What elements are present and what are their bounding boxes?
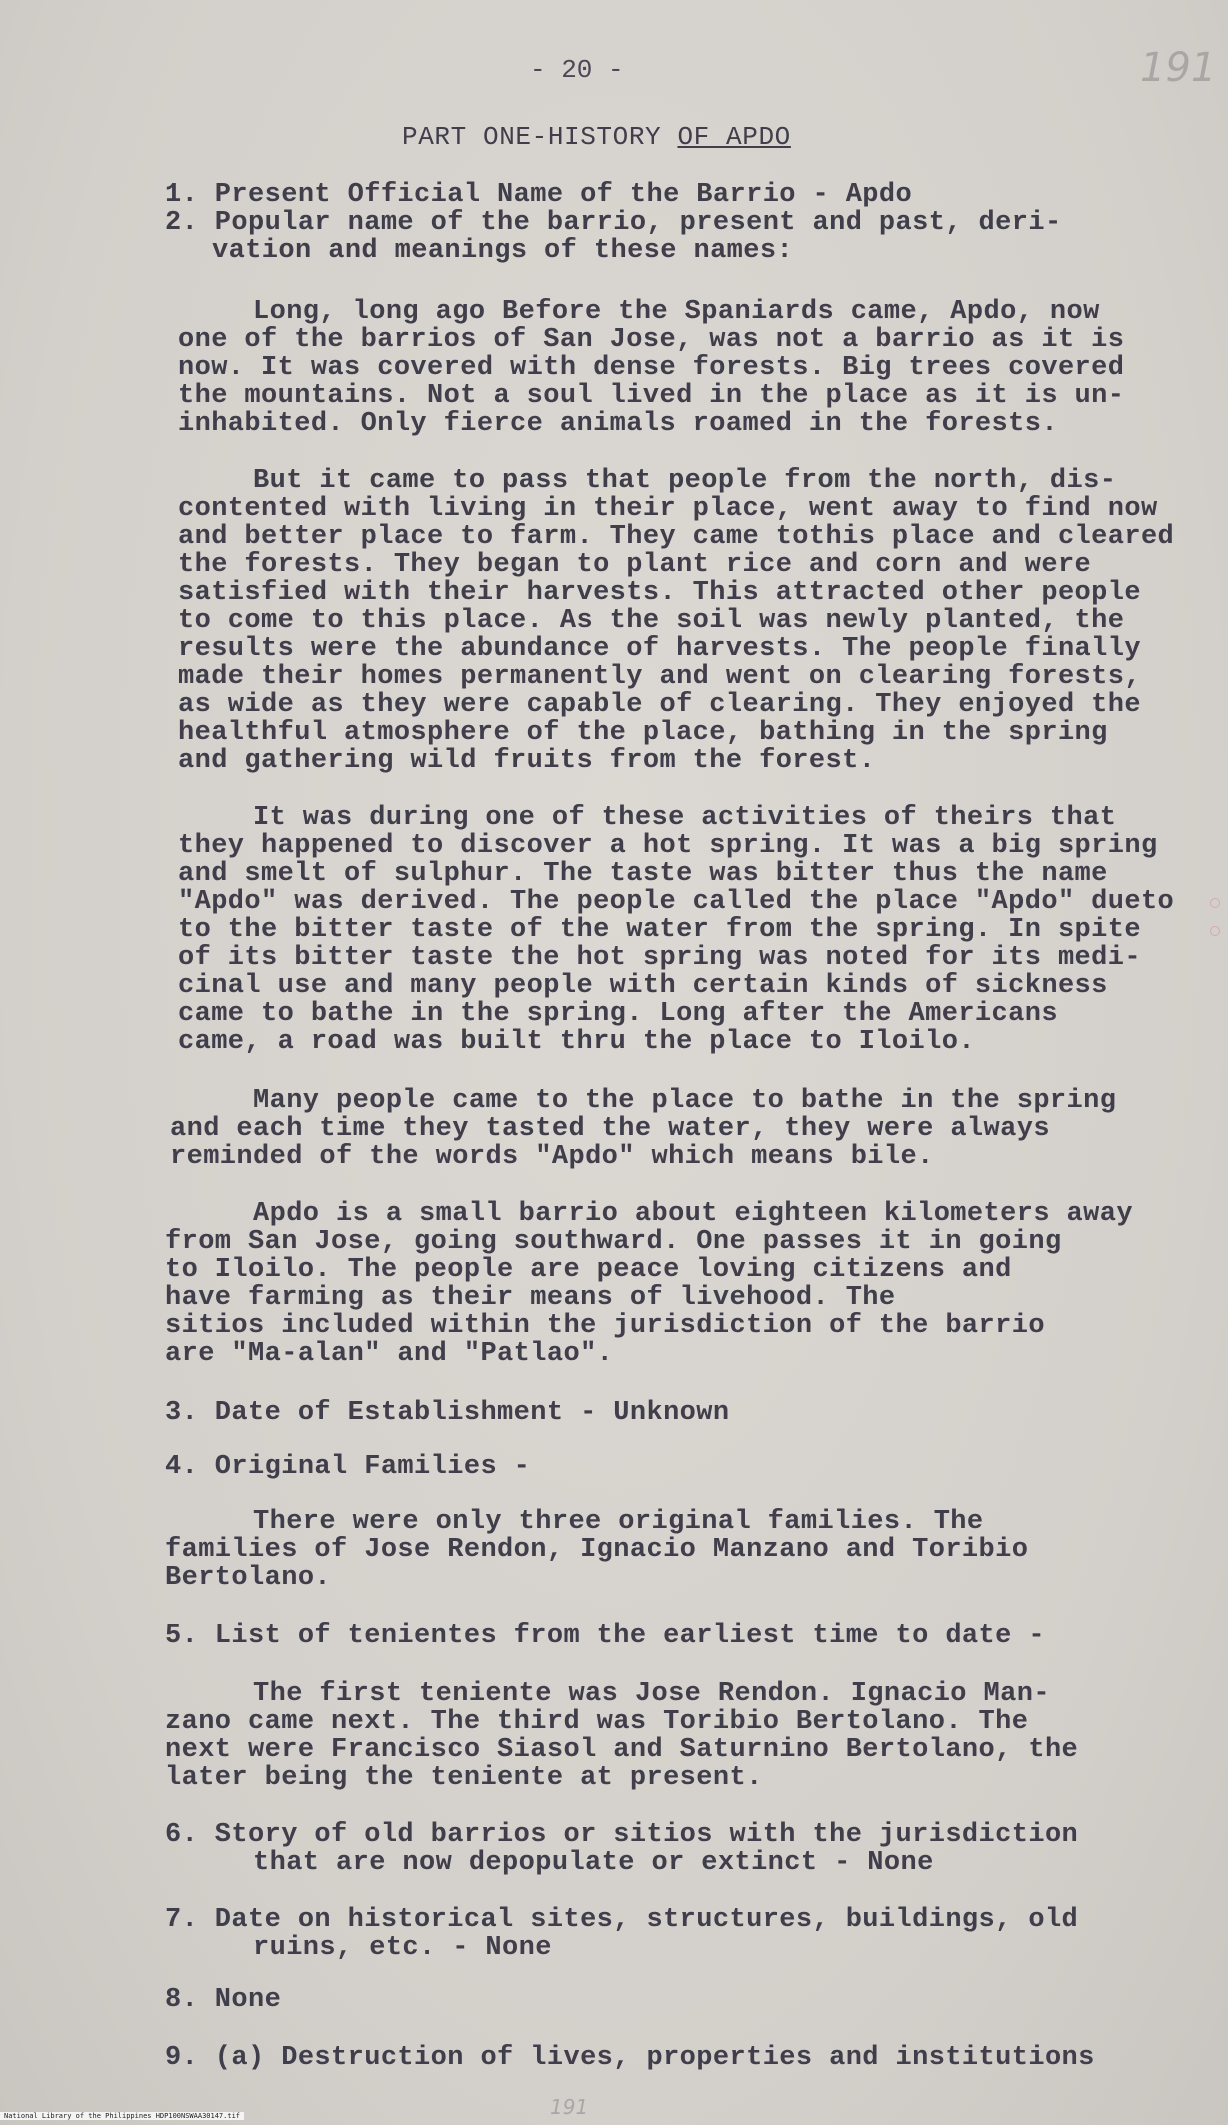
item-3: 3. Date of Establishment - Unknown <box>165 1398 730 1428</box>
item-2-line-1: 2. Popular name of the barrio, present and past, deri- <box>165 208 1062 238</box>
item-6-line-1: 6. Story of old barrios or sitios with the jurisdiction <box>165 1820 1079 1850</box>
p7-line: The first teniente was Jose Rendon. Ignacio Man- <box>253 1679 1050 1709</box>
p1-line: inhabited. Only fierce animals roamed in the forests. <box>178 409 1058 439</box>
p2-line: to come to this place. As the soil was newly planted, the <box>178 606 1125 636</box>
p7-line: next were Francisco Siasol and Saturnino Bertolano, the <box>165 1735 1079 1765</box>
item-8: 8. None <box>165 1985 282 2015</box>
item-6-line-2: that are now depopulate or extinct - None <box>253 1848 934 1878</box>
handwritten-page-number: 191 <box>1140 45 1217 91</box>
item-9: 9. (a) Destruction of lives, properties and institutions <box>165 2043 1095 2073</box>
p2-line: contented with living in their place, went away to find now <box>178 494 1158 524</box>
p2-line: But it came to pass that people from the north, dis- <box>253 466 1117 496</box>
scan-source-caption: National Library of the Philippines HDP100NSWAA30147.tif <box>0 2112 244 2120</box>
p7-line: zano came next. The third was Toribio Bertolano. The <box>165 1707 1029 1737</box>
p5-line: to Iloilo. The people are peace loving citizens and <box>165 1255 1012 1285</box>
p5-line: sitios included within the jurisdiction of the barrio <box>165 1311 1045 1341</box>
p2-line: as wide as they were capable of clearing. They enjoyed the <box>178 690 1141 720</box>
p5-line: from San Jose, going southward. One passes it in going <box>165 1227 1062 1257</box>
item-5: 5. List of tenientes from the earliest time to date - <box>165 1621 1045 1651</box>
p2-line: made their homes permanently and went on clearing forests, <box>178 662 1141 692</box>
p5-line: are "Ma-alan" and "Patlao". <box>165 1339 614 1369</box>
p1-line: now. It was covered with dense forests. Big trees covered <box>178 353 1125 383</box>
p7-line: later being the teniente at present. <box>165 1763 763 1793</box>
p4-line: reminded of the words "Apdo" which means bile. <box>170 1142 934 1172</box>
p6-line: There were only three original families. The <box>253 1507 984 1537</box>
p1-line: the mountains. Not a soul lived in the place as it is un- <box>178 381 1125 411</box>
p4-line: Many people came to the place to bathe in the spring <box>253 1086 1117 1116</box>
p3-line: and smelt of sulphur. The taste was bitter thus the name <box>178 859 1108 889</box>
p1-line: one of the barrios of San Jose, was not a barrio as it is <box>178 325 1125 355</box>
footer-stamp-number: 191 <box>550 2095 589 2119</box>
p2-line: satisfied with their harvests. This attracted other people <box>178 578 1141 608</box>
p2-line: healthful atmosphere of the place, bathing in the spring <box>178 718 1108 748</box>
p3-line: to the bitter taste of the water from the spring. In spite <box>178 915 1141 945</box>
p3-line: they happened to discover a hot spring. It was a big spring <box>178 831 1158 861</box>
page-title <box>402 122 791 152</box>
p6-line: families of Jose Rendon, Ignacio Manzano and Toribio <box>165 1535 1029 1565</box>
scan-margin-mark <box>1210 926 1220 936</box>
p2-line: and gathering wild fruits from the forest. <box>178 746 876 776</box>
item-4: 4. Original Families - <box>165 1452 531 1482</box>
title-prefix: PART ONE-HISTORY <box>402 122 678 152</box>
scan-margin-mark <box>1210 898 1220 908</box>
p2-line: and better place to farm. They came tothis place and cleared <box>178 522 1175 552</box>
p5-line: have farming as their means of livehood. The <box>165 1283 896 1313</box>
p1-line: Long, long ago Before the Spaniards came, Apdo, now <box>253 297 1100 327</box>
p2-line: the forests. They began to plant rice and corn and were <box>178 550 1092 580</box>
item-7-line-2: ruins, etc. - None <box>253 1933 552 1963</box>
p3-line: It was during one of these activities of theirs that <box>253 803 1117 833</box>
title-underlined: OF APDO <box>677 122 791 152</box>
item-1: 1. Present Official Name of the Barrio - Apdo <box>165 180 913 210</box>
p5-line: Apdo is a small barrio about eighteen kilometers away <box>253 1199 1133 1229</box>
item-2-line-2: vation and meanings of these names: <box>212 236 794 266</box>
p2-line: results were the abundance of harvests. The people finally <box>178 634 1141 664</box>
p3-line: came, a road was built thru the place to Iloilo. <box>178 1027 975 1057</box>
item-7-line-1: 7. Date on historical sites, structures, buildings, old <box>165 1905 1079 1935</box>
p3-line: came to bathe in the spring. Long after the Americans <box>178 999 1058 1029</box>
p6-line: Bertolano. <box>165 1563 332 1593</box>
page-number: - 20 - <box>530 55 624 85</box>
p3-line: "Apdo" was derived. The people called the place "Apdo" dueto <box>178 887 1175 917</box>
p3-line: of its bitter taste the hot spring was noted for its medi- <box>178 943 1141 973</box>
p4-line: and each time they tasted the water, they were always <box>170 1114 1050 1144</box>
p3-line: cinal use and many people with certain kinds of sickness <box>178 971 1108 1001</box>
